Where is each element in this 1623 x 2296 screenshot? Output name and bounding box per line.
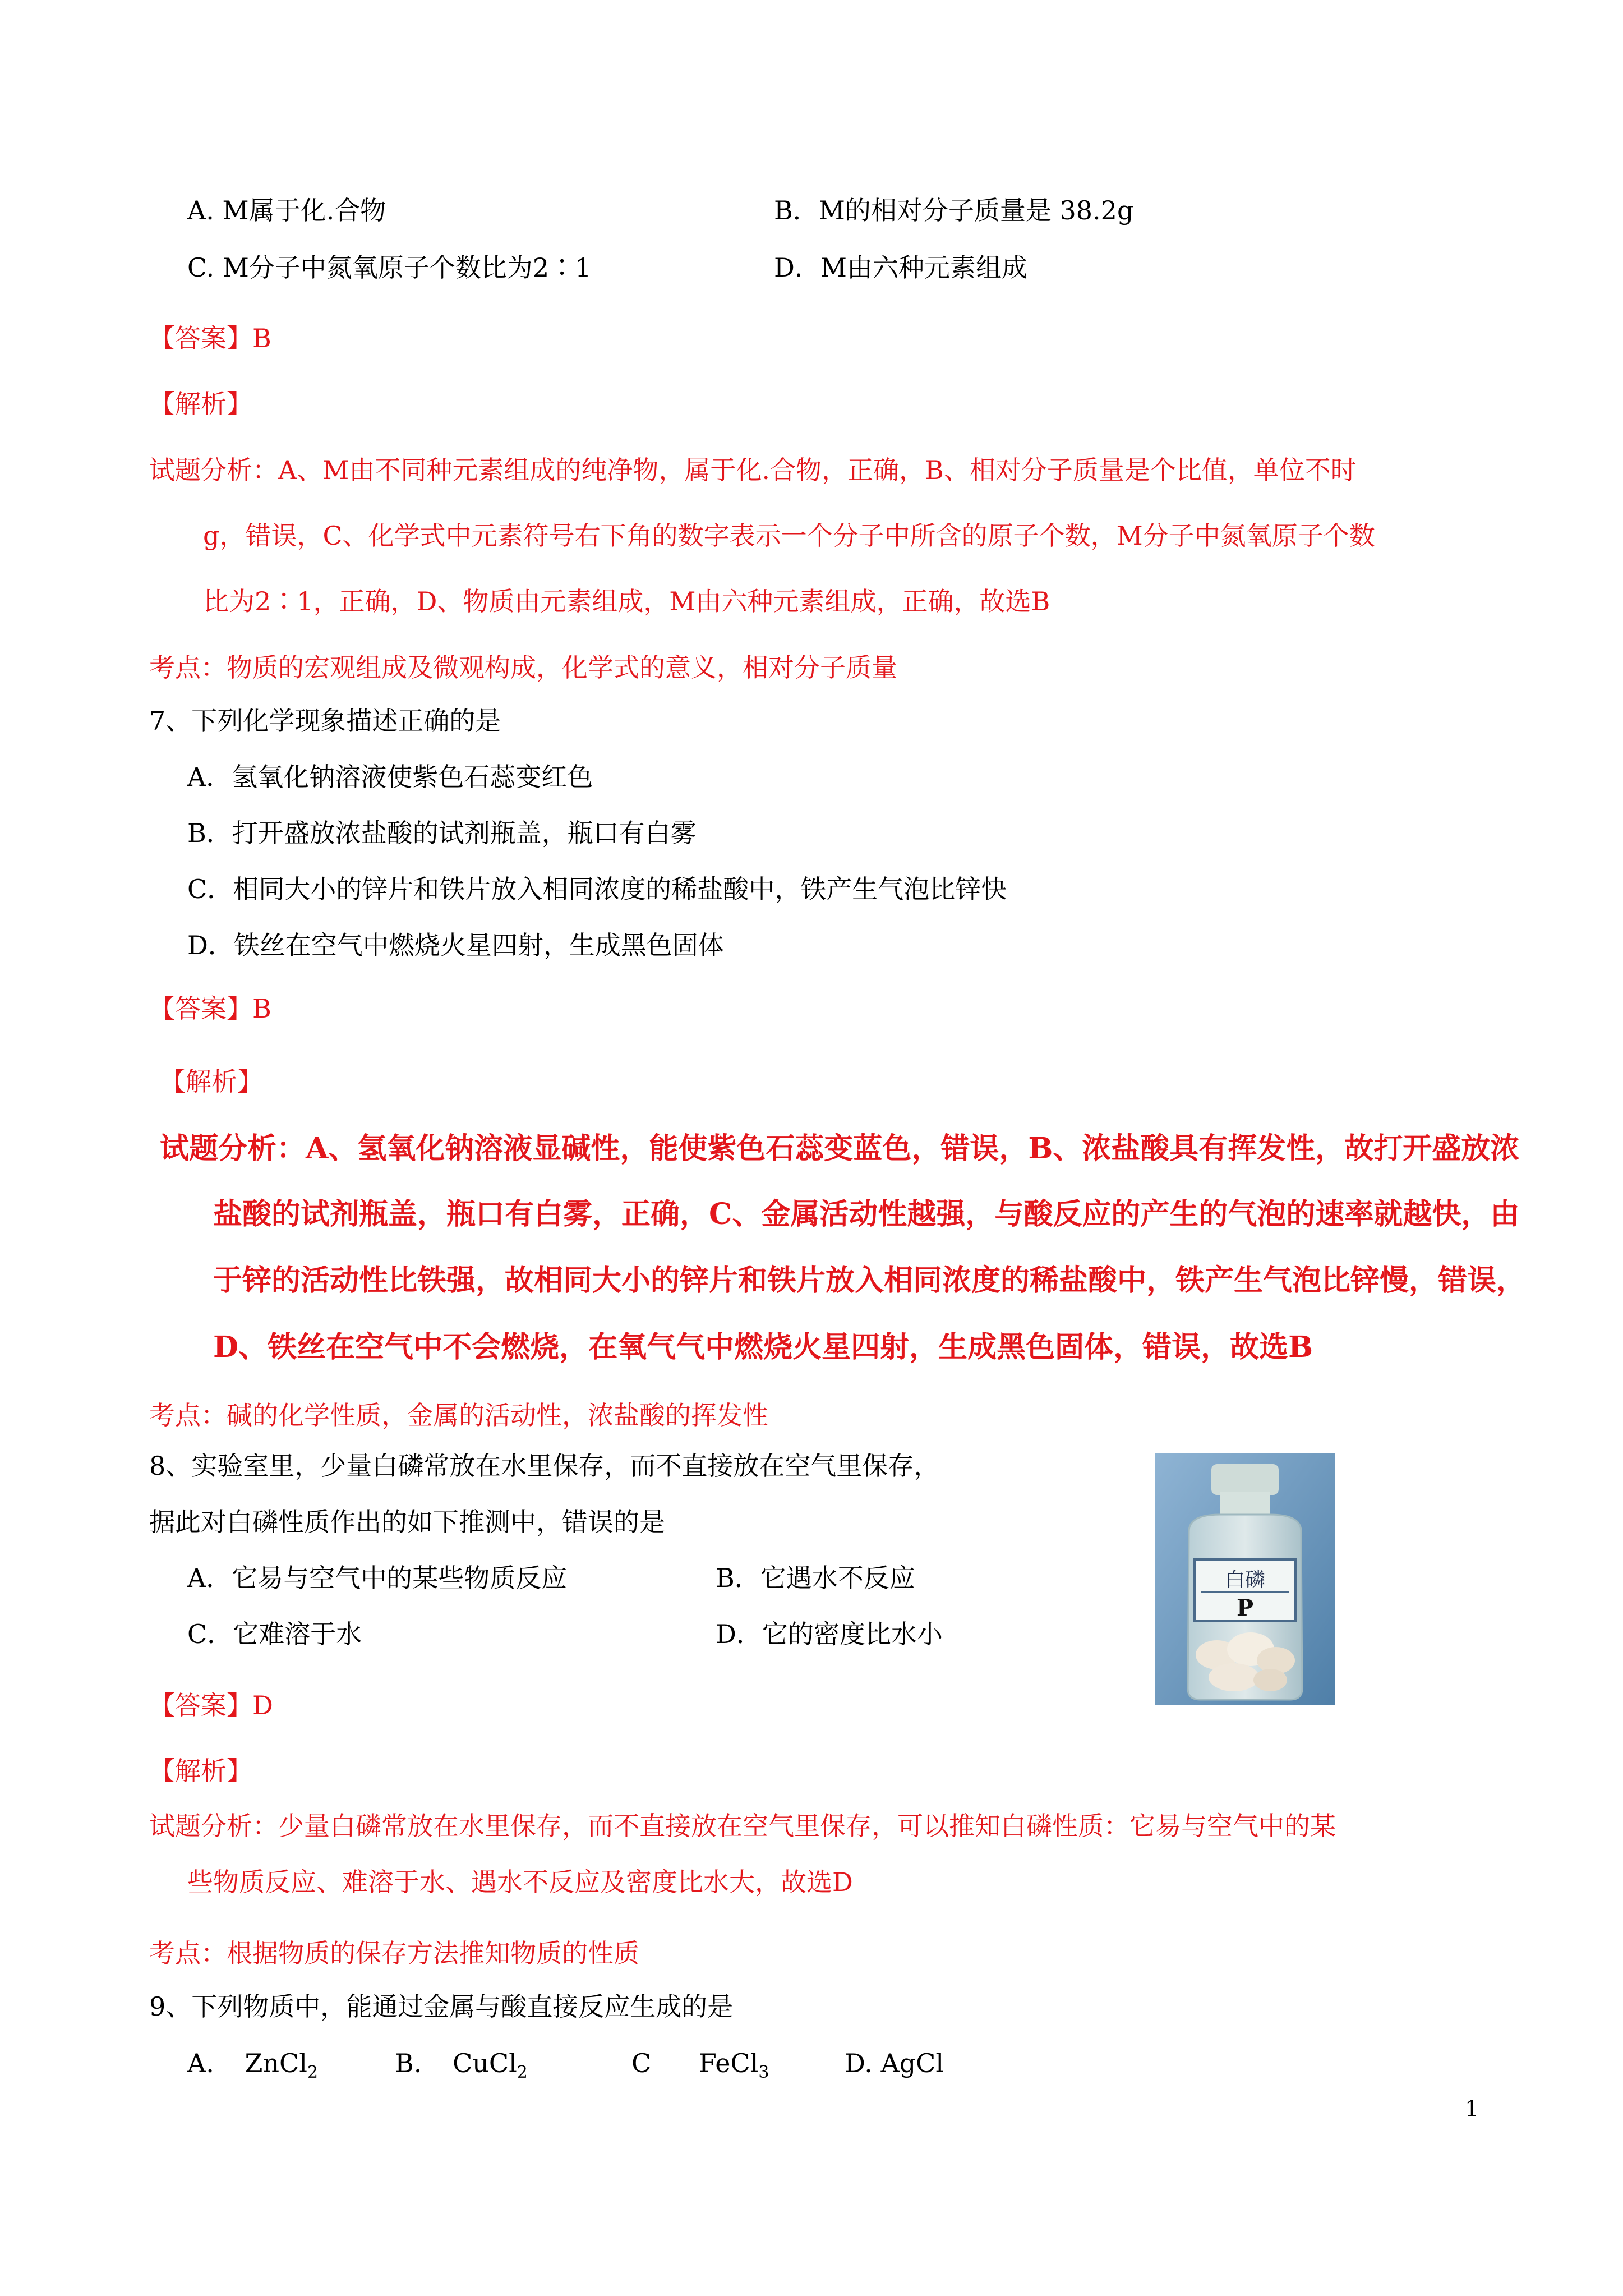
q8-analysis-line-1: 试题分析：少量白磷常放在水里保存，而不直接放在空气里保存，可以推知白磷性质：它易与空气中的某 [149, 1811, 1336, 1841]
q9-option-c [631, 2046, 769, 2090]
q6-option-c: C. M分子中氮氧原子个数比为2∶1 [187, 252, 592, 283]
q7-key-point: 考点：碱的化学性质，金属的活动性，浓盐酸的挥发性 [149, 1400, 768, 1430]
q8-analysis-line-2: 些物质反应、难溶于水、遇水不反应及密度比水大，故选D [187, 1867, 853, 1897]
q6-analysis-heading: 【解析】 [149, 389, 252, 419]
q6-analysis-line-1: 试题分析：A、M由不同种元素组成的纯净物，属于化.合物，正确，B、相对分子质量是个比值，单位不时 [149, 455, 1357, 485]
q8-answer: 【答案】D [149, 1690, 273, 1720]
q9-option-a [187, 2046, 318, 2090]
q7-option-a: A．氢氧化钠溶液使紫色石蕊变红色 [187, 762, 593, 792]
q8-key-point: 考点：根据物质的保存方法推知物质的性质 [149, 1938, 639, 1968]
q7-option-c: C．相同大小的锌片和铁片放入相同浓度的稀盐酸中，铁产生气泡比锌快 [187, 874, 1007, 904]
q7-analysis-line-4: D、铁丝在空气中不会燃烧，在氧气气中燃烧火星四射，生成黑色固体，错误，故选B [213, 1330, 1313, 1364]
q8-stem-line-2: 据此对白磷性质作出的如下推测中，错误的是 [149, 1507, 665, 1537]
photo-label-top: 白磷 [1224, 1568, 1266, 1591]
q9-stem: 9、下列物质中，能通过金属与酸直接反应生成的是 [149, 1991, 734, 2022]
q6-option-b: B．M的相对分子质量是 38.2g [774, 195, 1134, 226]
q7-analysis-line-2: 盐酸的试剂瓶盖，瓶口有白雾，正确，C、金属活动性越强，与酸反应的产生的气泡的速率就越快，由 [213, 1197, 1520, 1231]
q8-analysis-heading: 【解析】 [149, 1756, 252, 1786]
page-number: 1 [1465, 2096, 1479, 2122]
q8-option-b: B．它遇水不反应 [716, 1563, 915, 1593]
q8-option-a: A．它易与空气中的某些物质反应 [187, 1563, 568, 1593]
q9-option-a-formula: ZnCl [245, 2048, 307, 2078]
q9-option-a-letter: A. [187, 2048, 214, 2078]
photo-label-bottom: P [1236, 1595, 1254, 1621]
reagent-bottle-icon [1155, 1453, 1335, 1705]
q9-option-b-subscript: 2 [517, 2063, 528, 2082]
q6-option-a: A. M属于化.合物 [187, 195, 386, 226]
q7-answer: 【答案】B [149, 993, 271, 1024]
q8-option-d: D．它的密度比水小 [716, 1619, 943, 1649]
white-phosphorus-bottle-photo [1155, 1453, 1335, 1705]
q8-stem-line-1: 8、实验室里，少量白磷常放在水里保存，而不直接放在空气里保存， [149, 1451, 940, 1481]
q9-option-b-formula: CuCl [453, 2048, 517, 2078]
q6-key-point: 考点：物质的宏观组成及微观构成，化学式的意义，相对分子质量 [149, 652, 897, 683]
q9-option-b [395, 2046, 528, 2090]
q9-option-c-formula: FeCl [698, 2048, 759, 2078]
q9-option-c-subscript: 3 [758, 2063, 769, 2082]
q6-answer: 【答案】B [149, 323, 271, 353]
q6-option-d: D．M由六种元素组成 [774, 252, 1027, 283]
q7-option-b: B．打开盛放浓盐酸的试剂瓶盖，瓶口有白雾 [187, 818, 697, 848]
q6-analysis-line-3: 比为2∶1，正确，D、物质由元素组成，M由六种元素组成，正确，故选B [203, 586, 1050, 616]
q9-option-b-letter: B. [395, 2048, 422, 2078]
q9-option-d: D. AgCl [845, 2048, 944, 2078]
q6-analysis-line-2: g，错误，C、化学式中元素符号右下角的数字表示一个分子中所含的原子个数，M分子中氮氧原子个数 [203, 521, 1375, 551]
q7-analysis-heading: 【解析】 [160, 1066, 263, 1097]
q8-option-c: C．它难溶于水 [187, 1619, 362, 1649]
q9-option-c-letter: C [631, 2048, 652, 2078]
q7-option-d: D．铁丝在空气中燃烧火星四射，生成黑色固体 [187, 930, 724, 960]
q7-analysis-line-1: 试题分析：A、氢氧化钠溶液显碱性，能使紫色石蕊变蓝色，错误，B、浓盐酸具有挥发性，故打开盛放浓 [160, 1131, 1520, 1166]
q9-option-a-subscript: 2 [307, 2063, 319, 2082]
q7-stem: 7、下列化学现象描述正确的是 [149, 706, 501, 736]
q7-analysis-line-3: 于锌的活动性比铁强，故相同大小的锌片和铁片放入相同浓度的稀盐酸中，铁产生气泡比锌慢，错误， [213, 1263, 1526, 1297]
